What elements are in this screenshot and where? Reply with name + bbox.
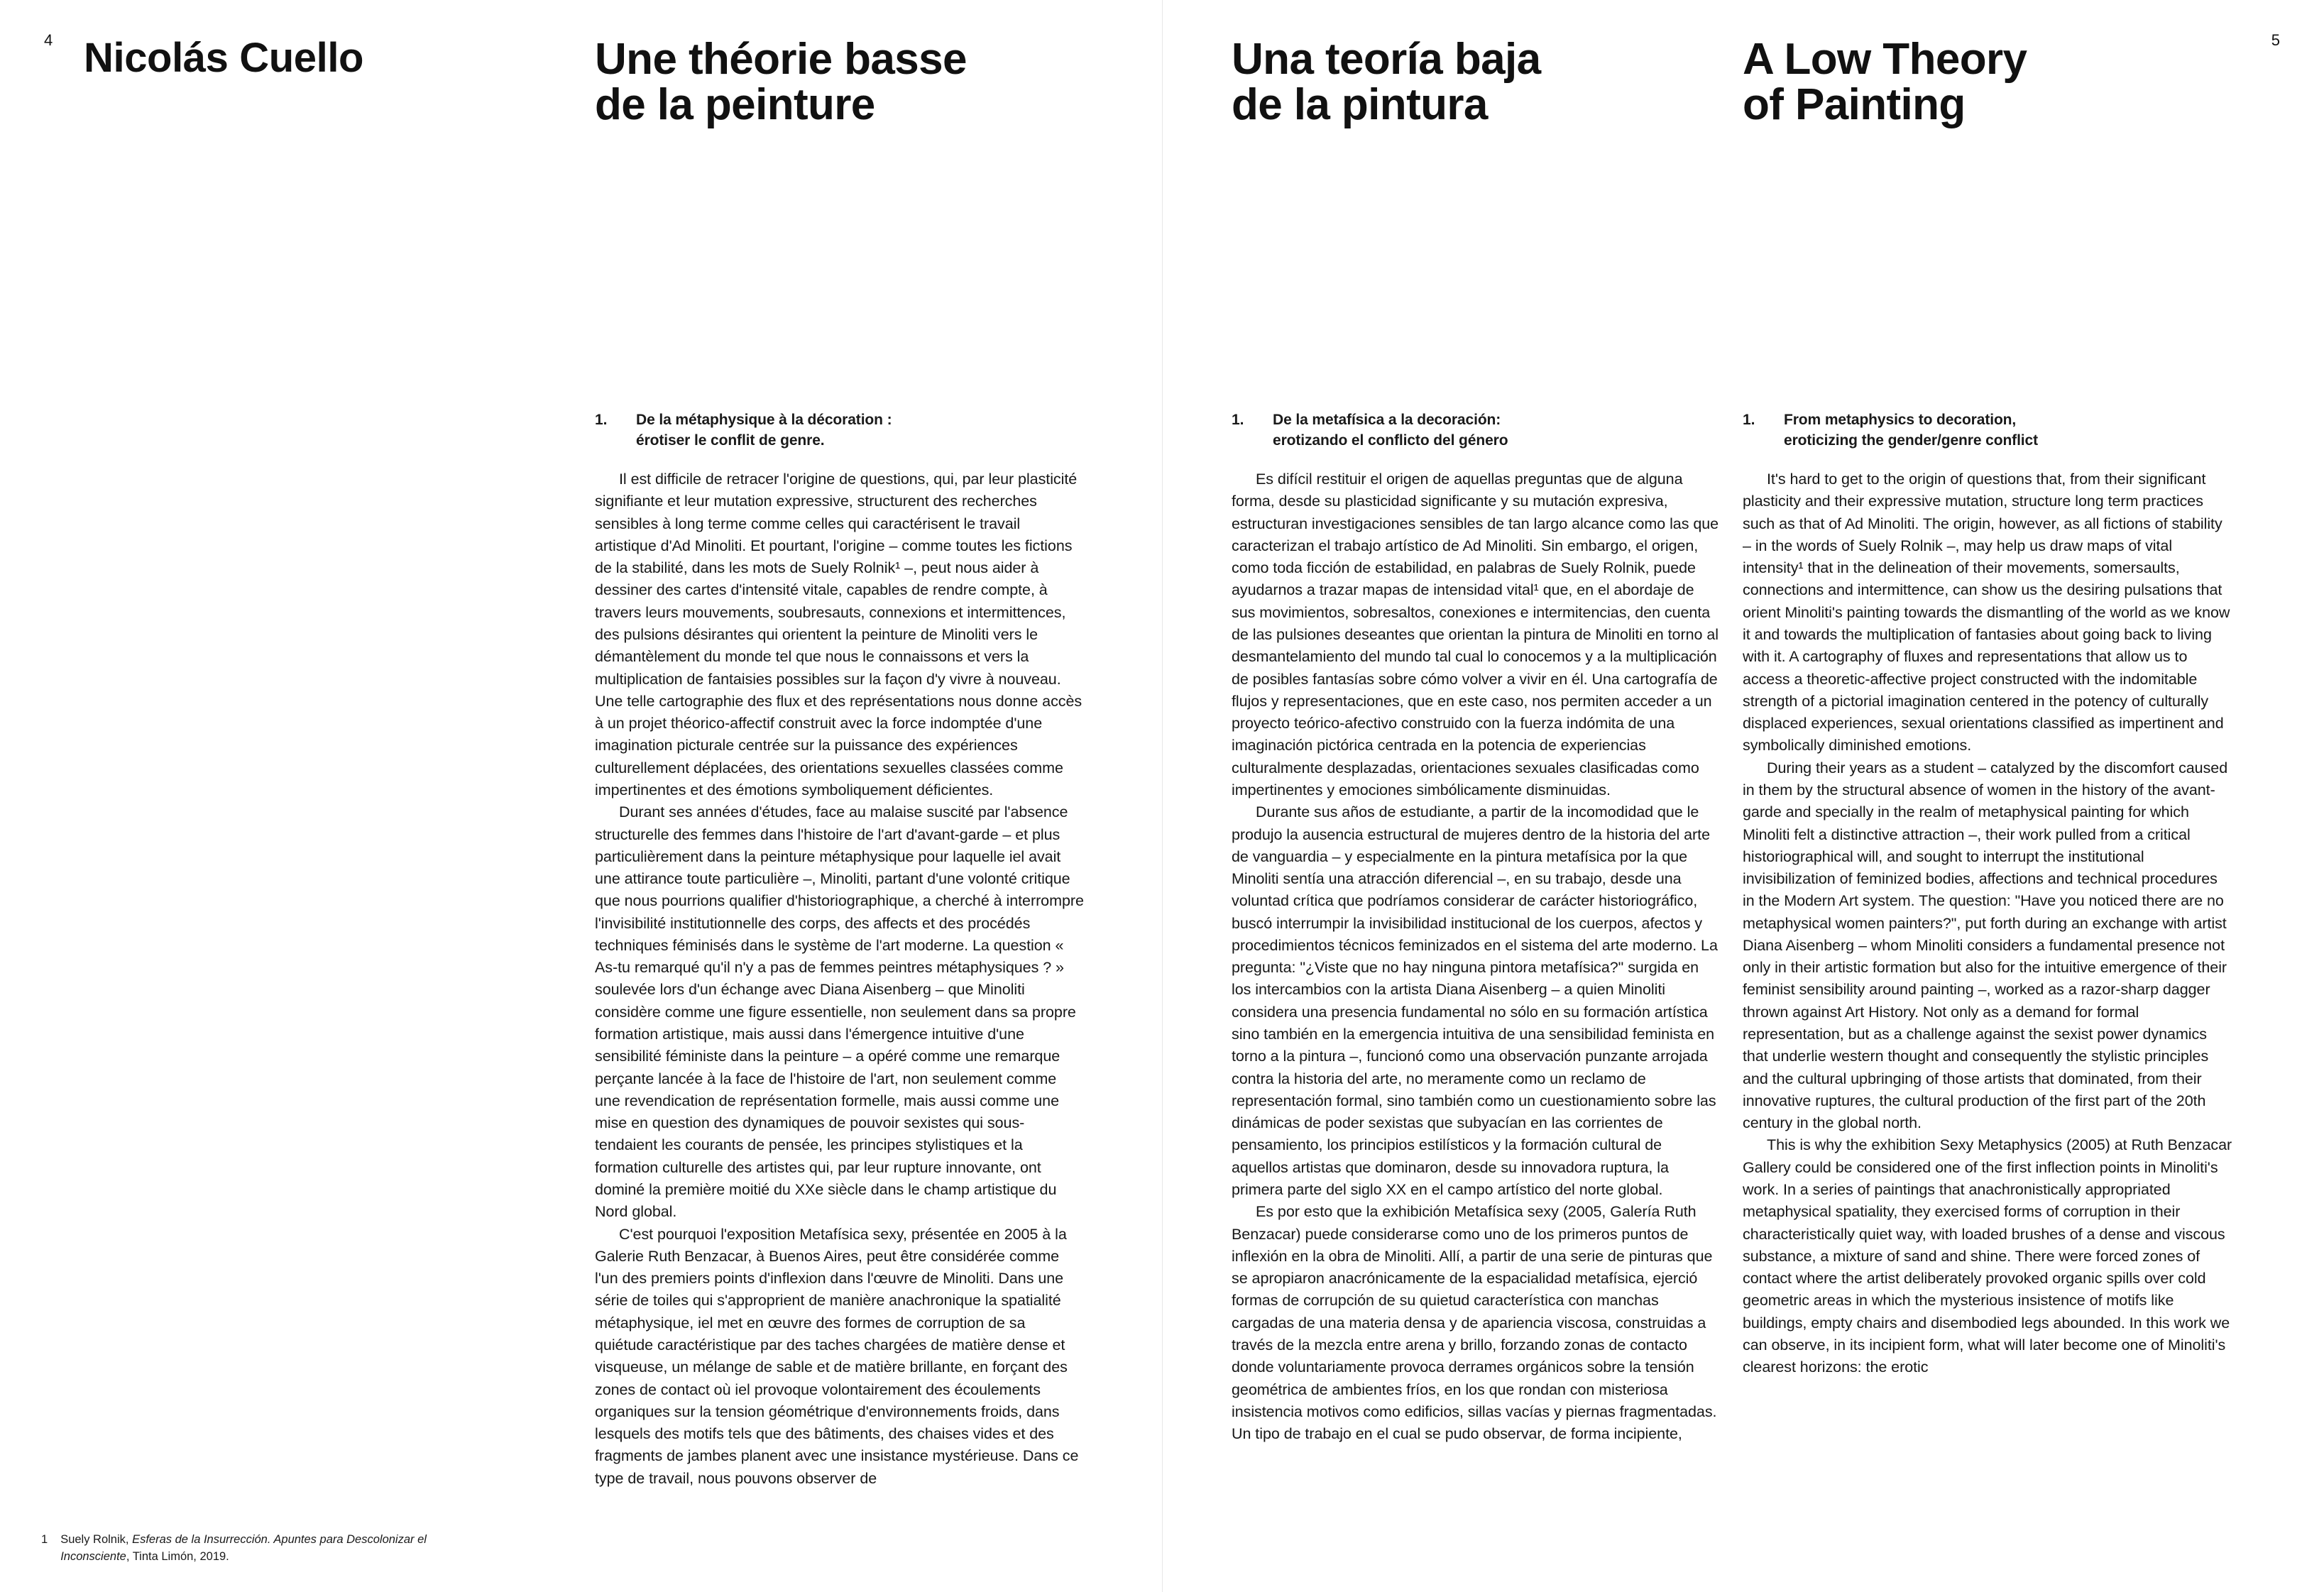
author-column	[84, 37, 524, 79]
french-column	[595, 37, 1085, 128]
spanish-column	[1232, 37, 1721, 128]
author-name: Nicolás Cuello	[84, 35, 364, 81]
paragraph: Es difícil restituir el origen de aquellas preguntas que de alguna forma, desde su plasticidad significante y su mutación expresiva, estructuran investigaciones sensibles de tan largo alcance como las que caracterizan el trabajo artístico de Ad Minoliti. Sin embargo, el origen, como toda ficción de estabilidad, en palabras de Suely Rolnik, puede ayudarnos a trazar mapas de intensidad vital¹ que, en el abordaje de sus movimientos, sobresaltos, conexiones e intermitencias, den cuenta de las pulsiones deseantes que orientan la pintura de Minoliti en torno al desmantelamiento del mundo tal cual lo conocemos y a la multiplicación de posibles fantasías sobre cómo volver a vivir en él. Una cartografía de flujos y representaciones, que en este caso, nos permiten acceder a un proyecto teórico-afectivo construido con la fuerza indómita de una imaginación pictórica centrada en la potencia de experiencias culturalmente desplazadas, orientaciones sexuales clasificadas como impertinentes y emociones simbólicamente disminuidas.	[1232, 471, 1719, 798]
paragraph: Durante sus años de estudiante, a partir de la incomodidad que le produjo la ausencia estructural de mujeres dentro de la historia del arte de vanguardia – y especialmente en la pintura metafísica por la que Minoliti sentía una atracción diferencial –, en su trabajo, desde una voluntad crítica que podríamos considerar de carácter historiográfico, buscó interrumpir la invisibilidad institucional de los cuerpos, afectos y procedimientos técnicos feminizados en el sistema del arte moderno. La pregunta: "¿Viste que no hay ninguna pintora metafísica?" surgida en los intercambios con la artista Diana Aisenberg – a quien Minoliti considera una presencia fundamental no sólo en su formación artística sino también en la emergencia intuitiva de una sensibilidad feminista en torno a la pintura –, funcionó como una observación punzante arrojada contra la historia del arte, no meramente como un reclamo de representación formal, sino también como un cuestionamiento sobre las dinámicas de poder sexistas que subyacían en las corrientes de pensamiento, los principios estilísticos y la formación cultural de aquellos artistas que dominaron, desde su innovadora ruptura, la primera parte del siglo XX en el campo artístico del norte global.	[1232, 803, 1718, 1198]
folio-left: 4	[44, 31, 53, 49]
section-heading-fr	[595, 410, 1085, 451]
right-page	[1190, 0, 2324, 1592]
title-es-line1: Una teoría baja	[1232, 35, 1541, 84]
section-title-es-line1: De la metafísica a la decoración:	[1273, 412, 1501, 428]
section-title-fr-line2: érotiser le conflit de genre.	[636, 432, 825, 449]
title-en-line1: A Low Theory	[1743, 35, 2027, 84]
left-page	[0, 0, 1134, 1592]
title-es-line2: de la pintura	[1232, 79, 1488, 129]
body-text-en	[1743, 468, 2232, 1379]
section-number-fr: 1.	[595, 412, 608, 428]
title-fr-line1: Une théorie basse	[595, 35, 967, 84]
footnote-text	[60, 1532, 481, 1565]
paragraph: Durant ses années d'études, face au malaise suscité par l'absence structurelle des femmes dans l'histoire de l'art d'avant-garde – et plus particulièrement dans la peinture métaphysique pour laquelle iel avait une attirance toute particulière –, Minoliti, partant d'une volonté critique que nous pourrions qualifier d'historiographique, a cherché à interrompre l'invisibilité institutionnelle des corps, des affects et des procédés techniques féminisés dans le système de l'art moderne. La question « As-tu remarqué qu'il n'y a pas de femmes peintres métaphysiques ? » soulevée lors d'un échange avec Diana Aisenberg – que Minoliti considère comme une figure essentielle, non seulement dans sa propre formation artistique, mais aussi dans l'émergence intuitive d'une sensibilité féministe dans la peinture – a opéré comme une remarque perçante lancée à la face de l'histoire de l'art, non seulement comme une revendication de représentation formelle, mais aussi comme une mise en question des dynamiques de pouvoir sexistes qui sous-tendaient les courants de pensée, les principes stylistiques et la formation culturelle des artistes qui, par leur rupture innovante, ont dominé la première moitié du XXe siècle dans le champ artistique du Nord global.	[595, 803, 1084, 1221]
section-number-es: 1.	[1232, 412, 1244, 428]
title-en-line2: of Painting	[1743, 79, 1966, 129]
paragraph: Es por esto que la exhibición Metafísica sexy (2005, Galería Ruth Benzacar) puede considerarse como uno de los primeros puntos de inflexión en la obra de Minoliti. Allí, a partir de una serie de pinturas que se apropiaron anacrónicamente de la espacialidad metafísica, ejerció formas de corrupción de su quietud característica con manchas cargadas de una materia densa y de apariencia viscosa, construidas a través de la mezcla entre arena y brillo, forzando zonas de contacto donde voluntariamente provoca derrames orgánicos sobre la tensión geométrica de ambientes fríos, en los que rondan con misteriosa insistencia motivos como edificios, sillas vacías y piernas fragmentadas. Un tipo de trabajo en el cual se pudo observar, de forma incipiente,	[1232, 1203, 1717, 1443]
footnote-author: Suely Rolnik,	[60, 1533, 133, 1547]
section-heading-en	[1743, 410, 2232, 451]
section-heading-es	[1232, 410, 1721, 451]
section-number-en: 1.	[1743, 412, 1755, 428]
section-title-fr-line1: De la métaphysique à la décoration :	[636, 412, 892, 428]
section-title-en-line2: eroticizing the gender/genre conflict	[1784, 432, 2039, 449]
paragraph: During their years as a student – catalyzed by the discomfort caused in them by the structural absence of women in the history of the avant-garde and specially in the realm of metaphysical painting for which Minoliti felt a distinctive attraction –, their work pulled from a critical historiographical will, and sought to interrupt the institutional invisibilization of feminized bodies, affections and technical procedures in the Modern Art system. The question: "Have you noticed there are no metaphysical women painters?", put forth during an exchange with artist Diana Aisenberg – whom Minoliti considers a fundamental presence not only in their artistic formation but also for the intuitive emergence of their feminist sensibility around painting –, worked as a razor-sharp dagger thrown against Art History. Not only as a demand for formal representation, but as a challenge against the sexist power dynamics that underlie western thought and consequently the stylistic principles and the cultural upbringing of those artists that dominated, from their innovative ruptures, the cultural production of the first part of the 20th century in the global north.	[1743, 759, 2228, 1132]
paragraph: C'est pourquoi l'exposition Metafísica sexy, présentée en 2005 à la Galerie Ruth Benzacar, à Buenos Aires, peut être considérée comme l'un des premiers points d'inflexion dans l'œuvre de Minoliti. Dans une série de toiles qui s'approprient de manière anachronique la spatialité métaphysique, iel met en œuvre des formes de corruption de sa quiétude caractéristique par des taches chargées de matière dense et visqueuse, un mélange de sable et de matière brillante, en forçant des zones de contact où iel provoque volontairement des écoulements organiques sur la tension géométrique d'environnements froids, dans lesquels des motifs tels que des bâtiments, des chaises vides et des fragments de jambes planent avec une insistance mystérieuse. Dans ce type de travail, nous pouvons observer de	[595, 1225, 1079, 1487]
paragraph: Il est difficile de retracer l'origine de questions, qui, par leur plasticité signifiante et leur mutation expressive, structurent des recherches sensibles à long terme comme celles qui caractérisent le travail artistique d'Ad Minoliti. Et pourtant, l'origine – comme toutes les fictions de la stabilité, dans les mots de Suely Rolnik¹ –, peut nous aider à dessiner des cartes d'intensité vitale, capables de rendre compte, à travers leurs mouvements, soubresauts, connexions et intermittences, des pulsions désirantes qui orientent la peinture de Minoliti vers le démantèlement du monde tel que nous le connaissons et vers la multiplication de fantaisies possibles sur la façon d'y vivre à nouveau. Une telle cartographie des flux et des représentations nous donne accès à un projet théorico-affectif construit avec la force indomptée d'une imagination picturale centrée sur la puissance des expériences culturellement déplacées, des orientations sexuelles classées comme impertinentes et des émotions symboliquement déficientes.	[595, 471, 1082, 798]
footnote-publisher: , Tinta Limón, 2019.	[126, 1549, 229, 1563]
english-column	[1743, 37, 2232, 128]
body-text-es	[1232, 468, 1721, 1445]
paragraph: It's hard to get to the origin of questions that, from their significant plasticity and their expressive mutation, structure long term practices such as that of Ad Minoliti. The origin, however, as all fictions of stability – in the words of Suely Rolnik –, may help us draw maps of vital intensity¹ that in the delineation of their movements, somersaults, connections and intermittence, can show us the desiring pulsations that orient Minoliti's painting towards the dismantling of the world as we know it and towards the multiplication of fantasies about going back to living with it. A cartography of fluxes and representations that allow us to access a theoretic-affective project constructed with the indomitable strength of a pictorial imagination centered in the potency of culturally displaced experiences, sexual orientations classified as impertinent and symbolically diminished emotions.	[1743, 471, 2230, 754]
footnote	[41, 1532, 481, 1565]
section-title-en-line1: From metaphysics to decoration,	[1784, 412, 2017, 428]
paragraph: This is why the exhibition Sexy Metaphysics (2005) at Ruth Benzacar Gallery could be considered one of the first inflection points in Minoliti's work. In a series of paintings that anachronistically appropriated metaphysical spatiality, they exercised forms of corruption in their characteristically quiet way, with loaded brushes of a dense and viscous substance, a mixture of sand and shine. There were forced zones of contact where the artist deliberately provoked organic spills over cold geometric areas in which the mysterious insistence of motifs like buildings, empty chairs and disembodied legs abounded. In this work we can observe, in its incipient form, what will later become one of Minoliti's clearest horizons: the erotic	[1743, 1136, 2232, 1376]
folio-right: 5	[2271, 31, 2280, 49]
spread-gutter	[1134, 0, 1190, 1592]
footnote-title: Esferas de la Insurrección. Apuntes para Descolonizar el Inconsciente	[60, 1533, 427, 1563]
body-text-fr	[595, 468, 1085, 1490]
title-fr-line2: de la peinture	[595, 79, 875, 129]
footnote-number: 1	[41, 1533, 48, 1547]
section-title-es-line2: erotizando el conflicto del género	[1273, 432, 1508, 449]
